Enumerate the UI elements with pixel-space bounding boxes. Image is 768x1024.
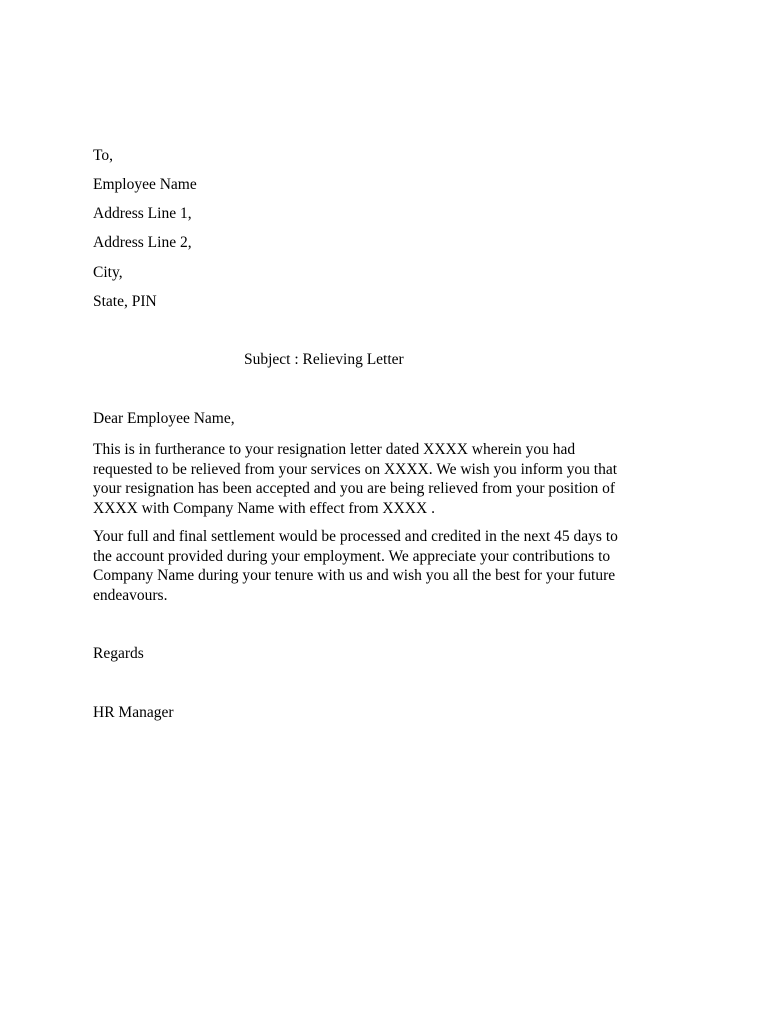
paragraph-1-line: your resignation has been accepted and you are being relieved from your position of [93,480,616,497]
address-name: Employee Name [93,176,197,193]
paragraph-1 [93,440,673,518]
paragraph-2-line: the account provided during your employment. We appreciate your contributions to [93,547,611,565]
address-city: City, [93,264,123,281]
closing: Regards [93,645,144,662]
paragraph-2-line: Your full and final settlement would be processed and credited in the next 45 days to [93,528,618,545]
address-state-pin: State, PIN [93,293,157,310]
paragraph-1-line: This is in furtherance to your resignation letter dated XXXX wherein you had [93,441,576,458]
paragraph-2 [93,527,673,605]
address-to: To, [93,147,114,164]
paragraph-2-line: Company Name during your tenure with us and wish you all the best for your future [93,567,616,584]
address-line-1: Address Line 1, [93,205,192,222]
address-line-2: Address Line 2, [93,234,192,251]
paragraph-1-line: requested to be relieved from your services on XXXX. We wish you inform you that [93,460,618,478]
subject-line: Subject : Relieving Letter [244,351,404,368]
salutation: Dear Employee Name, [93,410,235,427]
paragraph-2-line: endeavours. [93,586,168,604]
paragraph-1-line: XXXX with Company Name with effect from XXXX . [93,499,435,517]
signatory: HR Manager [93,704,174,721]
